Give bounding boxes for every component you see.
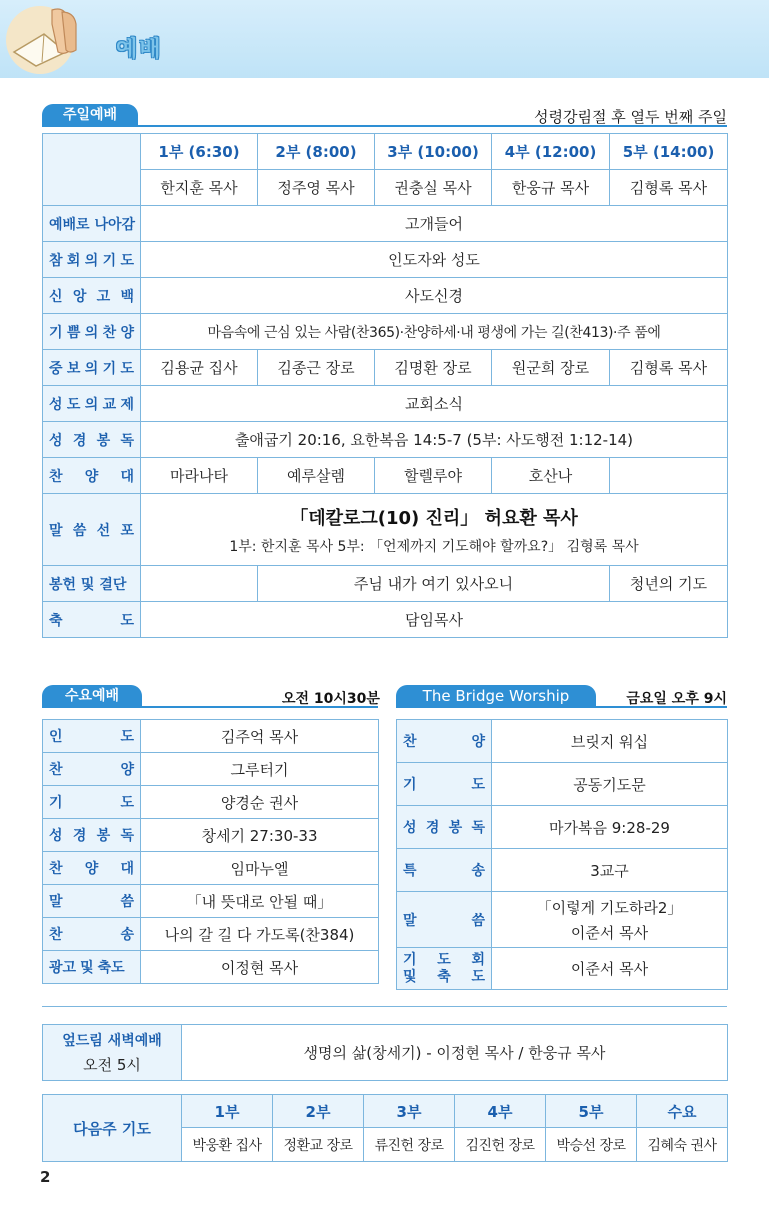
wed-choir-label: 찬 양 대 [49, 861, 134, 877]
next-name-3: 류진헌 장로 [364, 1128, 455, 1162]
next-name-6: 김혜숙 권사 [637, 1128, 728, 1162]
wed-leader-value: 김주억 목사 [141, 720, 379, 753]
fellowship-row [43, 386, 728, 422]
service-1-time: 1부 (6:30) [141, 134, 258, 170]
page-number: 2 [40, 1168, 51, 1186]
service-3-pastor: 권충실 목사 [375, 170, 492, 206]
next-header-2: 2부 [273, 1095, 364, 1128]
wed-row-reading [43, 819, 379, 852]
dawn-table [42, 1024, 728, 1081]
entrance-value: 고개들어 [141, 206, 728, 242]
wed-reading-label: 성 경 봉 독 [49, 828, 134, 844]
sermon-title: 「데칼로그(10) 진리」 허요환 목사 [290, 507, 578, 529]
choir-5 [610, 458, 728, 494]
next-name-4: 김진헌 장로 [455, 1128, 546, 1162]
offering-value: 주님 내가 여기 있사오니 [258, 566, 610, 602]
offering-row [43, 566, 728, 602]
bridge-prayer-value: 공동기도문 [492, 763, 728, 806]
praise-label: 기 쁨 의 찬 양 [49, 324, 134, 341]
wed-prayer-label: 기 도 [49, 795, 134, 811]
next-label: 다음주 기도 [43, 1095, 182, 1162]
wed-row-prayer [43, 786, 379, 819]
bridge-special-label: 특 송 [403, 863, 485, 879]
wed-row-hymn [43, 918, 379, 951]
bridge-reading-value: 마가복음 9:28-29 [492, 806, 728, 849]
wed-hymn-label: 찬 송 [49, 927, 134, 943]
reading-label: 성 경 봉 독 [49, 432, 134, 449]
bridge-closing-label: 기 도 회 및 축 도 [397, 948, 492, 990]
choir-row [43, 458, 728, 494]
bridge-reading-label: 성 경 봉 독 [403, 820, 485, 836]
praise-row [43, 314, 728, 350]
wednesday-time: 오전 10시30분 [282, 691, 380, 707]
repentance-row [43, 242, 728, 278]
fellowship-label: 성 도 의 교 제 [49, 396, 134, 413]
bridge-sermon-cell [492, 892, 728, 948]
bridge-row-praise [397, 720, 728, 763]
fellowship-value: 교회소식 [141, 386, 728, 422]
sermon-row [43, 494, 728, 566]
benediction-value: 담임목사 [141, 602, 728, 638]
creed-label: 신 앙 고 백 [49, 288, 134, 305]
bridge-time: 금요일 오후 9시 [626, 691, 727, 707]
intercession-4: 원군희 장로 [492, 350, 610, 386]
sunday-subtitle: 성령강림절 후 열두 번째 주일 [534, 108, 727, 126]
dawn-label: 엎드림 새벽예배 [62, 1033, 162, 1049]
page-title: 예배 [116, 37, 163, 62]
repentance-label: 참 회 의 기 도 [49, 252, 134, 269]
sermon-label: 말 씀 선 포 [49, 522, 134, 539]
next-name-1: 박웅환 집사 [182, 1128, 273, 1162]
dawn-value: 생명의 삶(창세기) - 이정현 목사 / 한웅규 목사 [182, 1025, 728, 1081]
wed-sermon-value: 「내 뜻대로 안될 때」 [141, 885, 379, 918]
bridge-praise-value: 브릿지 워십 [492, 720, 728, 763]
service-time-row [43, 134, 728, 170]
next-header-4: 4부 [455, 1095, 546, 1128]
bridge-tab: The Bridge Worship [396, 685, 596, 707]
wed-announce-value: 이정현 목사 [141, 951, 379, 984]
wed-row-leader [43, 720, 379, 753]
praise-value: 마음속에 근심 있는 사람(찬365)·찬양하세·내 평생에 가는 길(찬413)·주 품에 [141, 314, 728, 350]
wednesday-table [42, 719, 379, 984]
service-4-time: 4부 (12:00) [492, 134, 610, 170]
dawn-time: 오전 5시 [83, 1056, 141, 1074]
bridge-row-sermon [397, 892, 728, 948]
bridge-sermon-label: 말 씀 [403, 912, 485, 929]
wed-praise-label: 찬 양 [49, 762, 134, 778]
wed-row-sermon [43, 885, 379, 918]
sermon-note: 1부: 한지훈 목사 5부: 「언제까지 기도해야 할까요?」 김형록 목사 [229, 538, 639, 555]
wed-row-announce [43, 951, 379, 984]
wed-choir-value: 임마누엘 [141, 852, 379, 885]
next-name-2: 정환교 장로 [273, 1128, 364, 1162]
intercession-3: 김명환 장로 [375, 350, 492, 386]
creed-row [43, 278, 728, 314]
bridge-praise-label: 찬 양 [403, 734, 485, 750]
wed-row-choir [43, 852, 379, 885]
service-4-pastor: 한웅규 목사 [492, 170, 610, 206]
pastor-row [43, 170, 728, 206]
service-1-pastor: 한지훈 목사 [141, 170, 258, 206]
bridge-table [396, 719, 728, 990]
intercession-row [43, 350, 728, 386]
sunday-tab: 주일예배 [42, 104, 138, 126]
praying-hands-bible-icon [6, 4, 92, 74]
dawn-label-cell [43, 1025, 182, 1081]
bridge-special-value: 3교구 [492, 849, 728, 892]
wed-hymn-value: 나의 갈 길 다 가도록(찬384) [141, 918, 379, 951]
wed-announce-label: 광고 및 축도 [49, 960, 125, 976]
next-week-table [42, 1094, 728, 1162]
repentance-value: 인도자와 성도 [141, 242, 728, 278]
wed-row-praise [43, 753, 379, 786]
intercession-2: 김종근 장로 [258, 350, 375, 386]
wed-sermon-label: 말 씀 [49, 894, 134, 910]
offering-empty [141, 566, 258, 602]
next-header-1: 1부 [182, 1095, 273, 1128]
next-header-6: 수요 [637, 1095, 728, 1128]
bridge-sermon-title: 「이렇게 기도하라2」 [536, 898, 683, 917]
benediction-label: 축 도 [49, 612, 134, 629]
reading-row [43, 422, 728, 458]
header-banner [0, 0, 769, 78]
choir-1: 마라나타 [141, 458, 258, 494]
next-header-3: 3부 [364, 1095, 455, 1128]
corner-cell [43, 134, 141, 206]
wed-leader-label: 인 도 [49, 729, 134, 745]
next-header-5: 5부 [546, 1095, 637, 1128]
dawn-row [43, 1025, 728, 1081]
wed-reading-value: 창세기 27:30-33 [141, 819, 379, 852]
next-name-5: 박승선 장로 [546, 1128, 637, 1162]
reading-value: 출애굽기 20:16, 요한복음 14:5-7 (5부: 사도행전 1:12-14) [141, 422, 728, 458]
service-2-time: 2부 (8:00) [258, 134, 375, 170]
bridge-closing-value: 이준서 목사 [492, 948, 728, 990]
service-3-time: 3부 (10:00) [375, 134, 492, 170]
choir-2: 예루살렘 [258, 458, 375, 494]
entrance-row [43, 206, 728, 242]
bridge-sermon-speaker: 이준서 목사 [570, 923, 649, 942]
intercession-label: 중 보 의 기 도 [49, 360, 134, 377]
offering-label: 봉헌 및 결단 [43, 566, 141, 602]
wednesday-tab: 수요예배 [42, 685, 142, 707]
sunday-table [42, 133, 728, 638]
creed-value: 사도신경 [141, 278, 728, 314]
section-divider [42, 1006, 727, 1007]
bridge-row-special [397, 849, 728, 892]
service-5-time: 5부 (14:00) [610, 134, 728, 170]
bridge-row-prayer [397, 763, 728, 806]
sermon-cell [141, 494, 728, 566]
service-2-pastor: 정주영 목사 [258, 170, 375, 206]
offering-value-2: 청년의 기도 [610, 566, 728, 602]
bridge-row-closing [397, 948, 728, 990]
wed-praise-value: 그루터기 [141, 753, 379, 786]
bridge-prayer-label: 기 도 [403, 777, 485, 793]
intercession-5: 김형록 목사 [610, 350, 728, 386]
choir-3: 할렐루야 [375, 458, 492, 494]
benediction-row [43, 602, 728, 638]
entrance-label: 예배로 나아감 [43, 206, 141, 242]
service-5-pastor: 김형록 목사 [610, 170, 728, 206]
intercession-1: 김용균 집사 [141, 350, 258, 386]
wed-prayer-value: 양경순 권사 [141, 786, 379, 819]
next-header-row [43, 1095, 728, 1128]
bridge-row-reading [397, 806, 728, 849]
choir-4: 호산나 [492, 458, 610, 494]
choir-label: 찬 양 대 [49, 468, 134, 485]
